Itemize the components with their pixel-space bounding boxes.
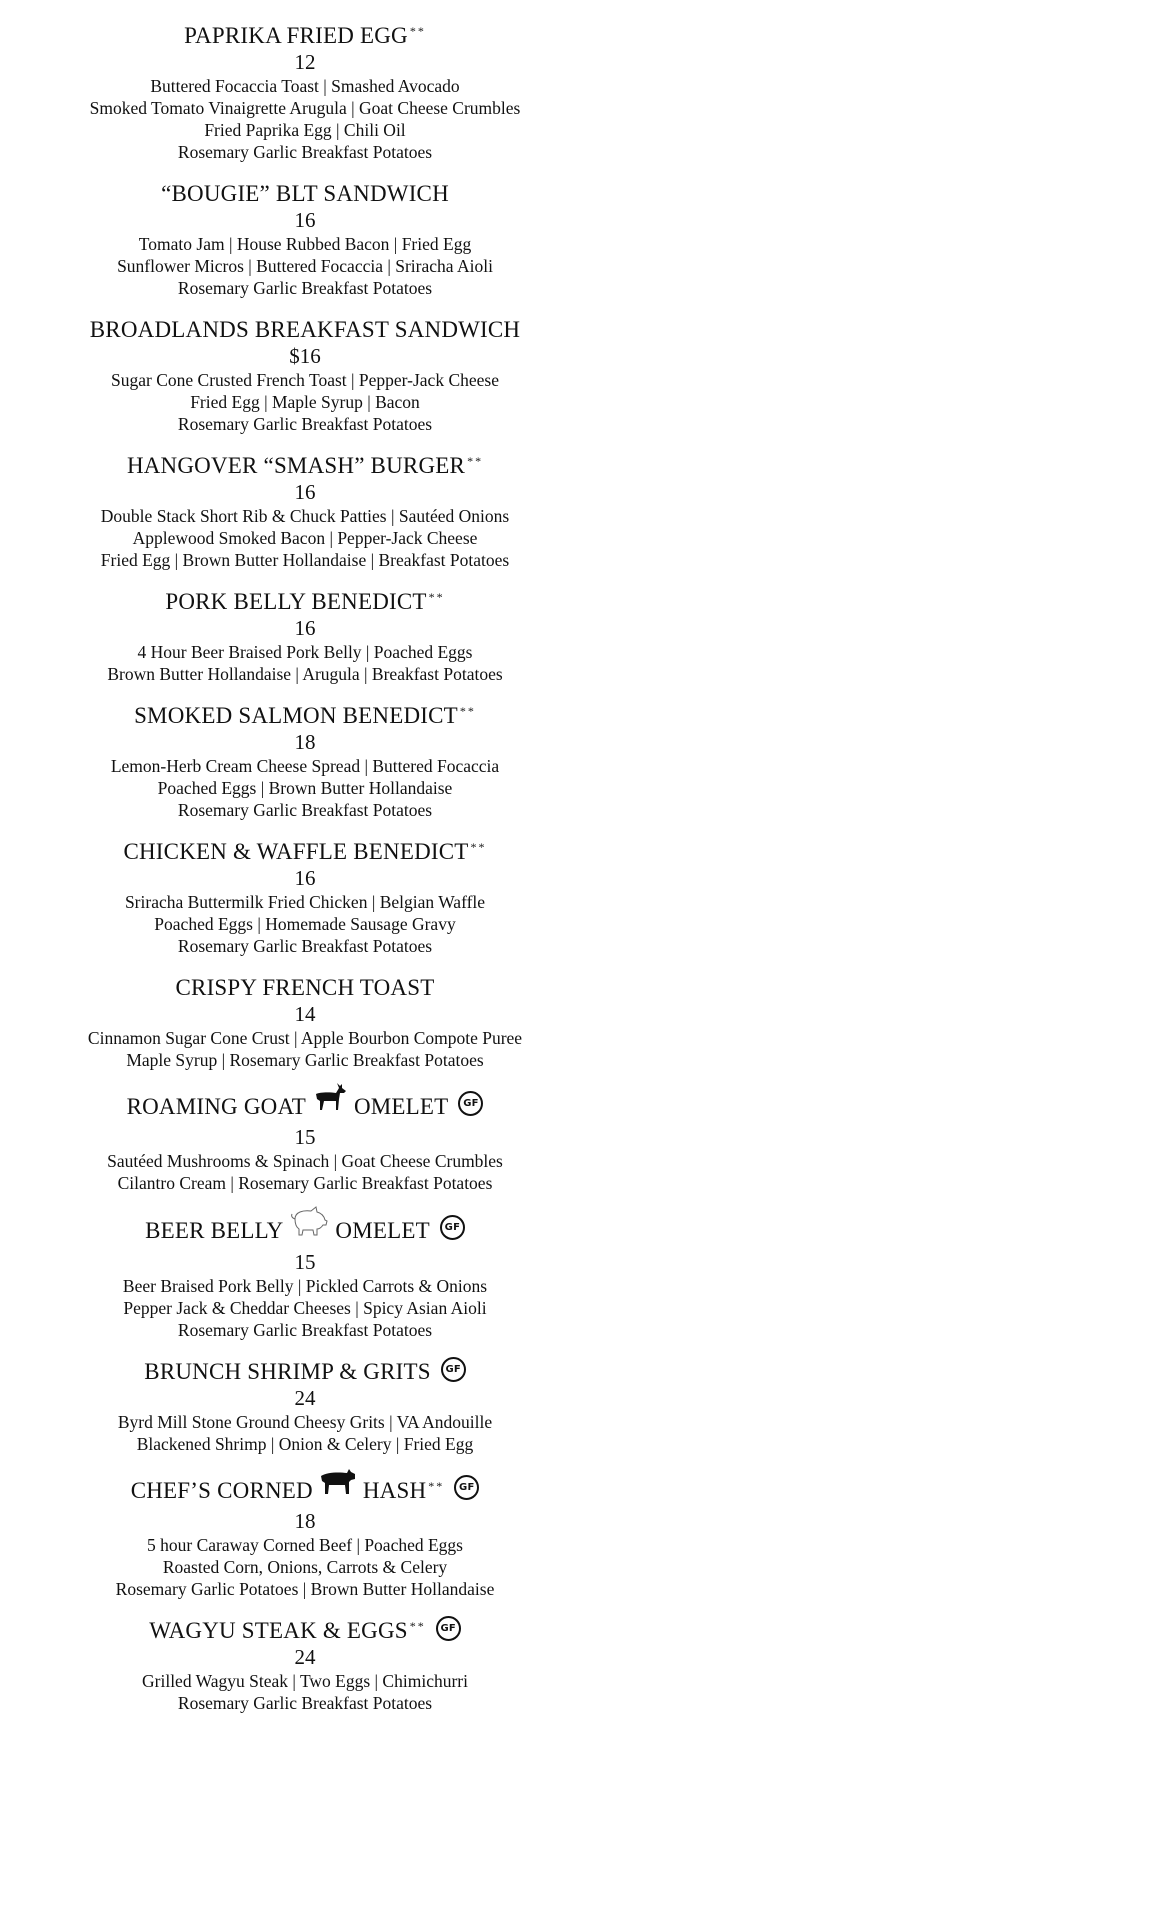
item-title: BROADLANDS BREAKFAST SANDWICH [89,317,521,342]
item-price: 18 [294,730,316,754]
item-title: PORK BELLY BENEDICT [165,589,427,614]
asterisk-mark: ** [409,1619,426,1633]
item-title: ROAMING GOAT [126,1093,306,1119]
menu-item [0,1088,610,1194]
item-price: 24 [294,1645,316,1669]
item-name [0,316,610,344]
item-price: 18 [294,1509,316,1533]
item-name [0,22,610,50]
item-description-line: Rosemary Garlic Breakfast Potatoes [177,936,433,956]
asterisk-mark: ** [470,840,487,854]
asterisk-mark: ** [459,704,476,718]
item-name [0,974,610,1002]
item-title: BEER BELLY [145,1217,284,1243]
item-description-line: Rosemary Garlic Breakfast Potatoes [177,278,433,298]
item-title: WAGYU STEAK & EGGS [149,1618,408,1643]
item-description-line: Poached Eggs | Homemade Sausage Gravy [154,914,456,934]
item-title: “BOUGIE” BLT SANDWICH [161,181,449,206]
item-name [0,1617,610,1645]
gluten-free-icon: GF [454,1475,479,1500]
item-title: CRISPY FRENCH TOAST [175,975,435,1000]
menu-item [0,1211,610,1341]
menu-item [0,838,610,957]
cow-icon [319,1466,357,1503]
item-description-line: Poached Eggs | Brown Butter Hollandaise [157,778,453,798]
item-description-line: Grilled Wagyu Steak | Two Eggs | Chimichurri [142,1671,468,1691]
asterisk-mark: ** [428,1478,445,1493]
item-name [0,838,610,866]
item-description-line: Rosemary Garlic Breakfast Potatoes [177,142,433,162]
menu-item [0,1472,610,1600]
item-price: 15 [294,1250,316,1274]
item-description-line: Cinnamon Sugar Cone Crust | Apple Bourbon Compote Puree [87,1028,523,1048]
gluten-free-icon: GF [441,1357,466,1382]
item-description-line: Sautéed Mushrooms & Spinach | Goat Cheese Crumbles [107,1151,503,1171]
menu-item [0,1617,610,1714]
menu-item [0,1358,610,1455]
item-title: CHEF’S CORNED [130,1477,313,1503]
item-description-line: Fried Paprika Egg | Chili Oil [204,120,406,140]
item-description-line: Sriracha Buttermilk Fried Chicken | Belgian Waffle [124,892,486,912]
item-price: 16 [294,208,316,232]
item-name [0,702,610,730]
item-price: 24 [294,1386,316,1410]
item-description-line: Maple Syrup | Rosemary Garlic Breakfast Potatoes [126,1050,484,1070]
menu-item [0,316,610,435]
item-price: 16 [294,480,316,504]
item-description-line: Rosemary Garlic Breakfast Potatoes [177,414,433,434]
item-name [0,452,610,480]
item-name [0,180,610,208]
item-title: CHICKEN & WAFFLE BENEDICT [123,839,469,864]
item-description-line: Rosemary Garlic Breakfast Potatoes [177,1320,433,1340]
item-title: SMOKED SALMON BENEDICT [134,703,458,728]
item-description-line: Pepper Jack & Cheddar Cheeses | Spicy Asian Aioli [123,1298,487,1318]
item-description-line: Smoked Tomato Vinaigrette Arugula | Goat Cheese Crumbles [89,98,521,118]
item-description-line: 4 Hour Beer Braised Pork Belly | Poached Eggs [137,642,473,662]
item-price: 14 [294,1002,316,1026]
item-title-suffix: OMELET [353,1093,449,1119]
menu-item [0,702,610,821]
item-description-line: Rosemary Garlic Potatoes | Brown Butter Hollandaise [115,1579,495,1599]
item-price: 12 [294,50,316,74]
item-price: $16 [289,344,321,368]
item-name [0,1088,610,1125]
item-price: 15 [294,1125,316,1149]
item-price: 16 [294,616,316,640]
item-description-line: Byrd Mill Stone Ground Cheesy Grits | VA Andouille [117,1412,493,1432]
pig-icon [289,1205,329,1244]
item-title-suffix: OMELET [335,1217,430,1243]
item-description-line: Tomato Jam | House Rubbed Bacon | Fried Egg [138,234,472,254]
item-description-line: Beer Braised Pork Belly | Pickled Carrots & Onions [122,1276,488,1296]
item-description-line: Double Stack Short Rib & Chuck Patties | Sautéed Onions [100,506,510,526]
item-description-line: Fried Egg | Brown Butter Hollandaise | Breakfast Potatoes [100,550,510,570]
item-description-line: Sunflower Micros | Buttered Focaccia | Sriracha Aioli [117,256,493,276]
item-description-line: Brown Butter Hollandaise | Arugula | Breakfast Potatoes [107,664,503,684]
item-description-line: Buttered Focaccia Toast | Smashed Avocado [150,76,460,96]
item-description-line: Lemon-Herb Cream Cheese Spread | Buttered Focaccia [110,756,500,776]
item-description-line: Applewood Smoked Bacon | Pepper-Jack Cheese [132,528,478,548]
menu-item [0,180,610,299]
asterisk-mark: ** [409,24,426,38]
menu-item [0,588,610,685]
item-title-suffix: HASH [362,1477,427,1503]
item-name [0,1358,610,1386]
item-description-line: Blackened Shrimp | Onion & Celery | Fried Egg [136,1434,474,1454]
item-description-line: Sugar Cone Crusted French Toast | Pepper-Jack Cheese [111,370,499,390]
menu-item [0,974,610,1071]
item-description-line: 5 hour Caraway Corned Beef | Poached Eggs [147,1535,463,1555]
menu-item [0,452,610,571]
item-description-line: Rosemary Garlic Breakfast Potatoes [177,800,433,820]
goat-icon [312,1082,348,1119]
item-description-line: Fried Egg | Maple Syrup | Bacon [190,392,420,412]
brunch-menu [0,22,610,1731]
asterisk-mark: ** [467,454,484,468]
item-name [0,1472,610,1509]
asterisk-mark: ** [428,590,445,604]
menu-item [0,22,610,163]
item-title: BRUNCH SHRIMP & GRITS [144,1359,431,1384]
item-name [0,1211,610,1250]
item-name [0,588,610,616]
item-title: HANGOVER “SMASH” BURGER [126,453,466,478]
gluten-free-icon: GF [458,1091,483,1116]
item-description-line: Cilantro Cream | Rosemary Garlic Breakfast Potatoes [117,1173,493,1193]
item-description-line: Roasted Corn, Onions, Carrots & Celery [162,1557,448,1577]
gluten-free-icon: GF [440,1215,465,1240]
gluten-free-icon: GF [436,1616,461,1641]
item-title: PAPRIKA FRIED EGG [184,23,408,48]
item-price: 16 [294,866,316,890]
item-description-line: Rosemary Garlic Breakfast Potatoes [177,1693,433,1713]
